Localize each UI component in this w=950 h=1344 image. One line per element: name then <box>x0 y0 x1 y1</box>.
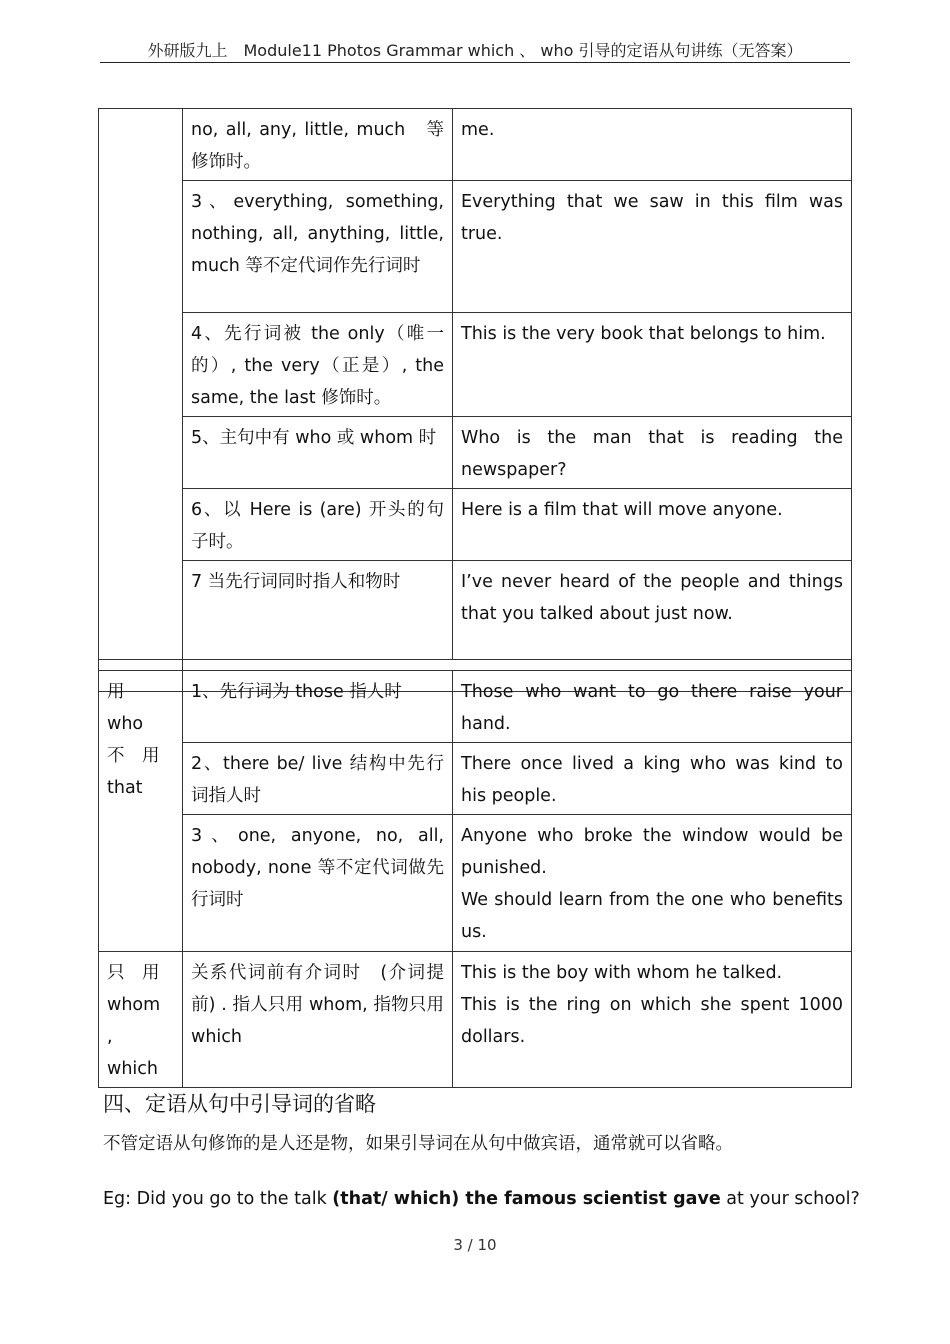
section-example <box>103 1189 860 1209</box>
group-label-whom-which <box>99 952 183 1088</box>
example-cell <box>453 952 852 1088</box>
page-number: 3 / 10 <box>453 1236 497 1254</box>
table-row <box>99 561 852 660</box>
example-cell <box>453 815 852 952</box>
table-row <box>99 313 852 417</box>
rule-cell: 3、everything, something, nothing, all, anything, little, much 等不定代词作先行词时 <box>183 181 453 313</box>
example-cell: I’ve never heard of the people and things that you talked about just now. <box>453 561 852 660</box>
table-row <box>99 952 852 1088</box>
example-line: This is the boy with whom he talked. <box>461 963 783 983</box>
example-line: Anyone who broke the window would be punished. <box>461 826 843 878</box>
rule-cell: 4、先行词被 the only（唯一的）, the very（正是）, the same, the last 修饰时。 <box>183 313 453 417</box>
rule-cell: 7 当先行词同时指人和物时 <box>183 561 453 660</box>
example-cell: Here is a film that will move anyone. <box>453 489 852 561</box>
rule-cell: 关系代词前有介词时 (介词提前) . 指人只用 whom, 指物只用 which <box>183 952 453 1088</box>
rule-cell: 1、先行词为 those 指人时 <box>183 671 453 743</box>
header-divider <box>100 62 850 63</box>
example-line: This is the ring on which she spent 1000 dollars. <box>461 995 843 1047</box>
group-label-who <box>99 671 183 952</box>
rules-table-that <box>98 108 852 692</box>
group-label-cell <box>99 109 183 660</box>
table-row <box>99 815 852 952</box>
table-row <box>99 671 852 743</box>
table-row <box>99 181 852 313</box>
example-cell: me. <box>453 109 852 181</box>
rules-table-who-whom <box>98 670 852 1088</box>
group-label-line: whom <box>107 995 161 1015</box>
rule-cell: 3、one, anyone, no, all, nobody, none 等不定代词做先行词时 <box>183 815 453 952</box>
group-label-line: 不 用 <box>107 746 160 766</box>
group-label-line: , <box>107 1027 113 1047</box>
rule-cell: 5、主句中有 who 或 whom 时 <box>183 417 453 489</box>
section-heading: 四、定语从句中引导词的省略 <box>103 1092 376 1116</box>
section-paragraph: 不管定语从句修饰的是人还是物，如果引导词在从句中做宾语，通常就可以省略。 <box>103 1134 733 1154</box>
group-label-line: which <box>107 1059 158 1079</box>
example-bold: (that/ which) the famous scientist gave <box>332 1189 721 1209</box>
example-cell: Those who want to go there raise your hand. <box>453 671 852 743</box>
group-label-line: that <box>107 778 143 798</box>
table-row <box>99 417 852 489</box>
table-row <box>99 743 852 815</box>
example-prefix: Eg: Did you go to the talk <box>103 1189 333 1209</box>
example-suffix: at your school? <box>720 1189 860 1209</box>
group-label-line: who <box>107 714 144 734</box>
example-cell: This is the very book that belongs to him. <box>453 313 852 417</box>
table-row <box>99 489 852 561</box>
page-header: 外研版九上 Module11 Photos Grammar which 、 who 引导的定语从句讲练（无答案） <box>147 41 803 60</box>
example-cell: Who is the man that is reading the newspaper? <box>453 417 852 489</box>
rule-cell: 6、以 Here is (are) 开头的句子时。 <box>183 489 453 561</box>
rule-cell: no, all, any, little, much 等修饰时。 <box>183 109 453 181</box>
group-label-line: 只 用 <box>107 963 160 983</box>
group-label-line: 用 <box>107 682 125 702</box>
table-row <box>99 109 852 181</box>
example-cell: There once lived a king who was kind to his people. <box>453 743 852 815</box>
rule-cell: 2、there be/ live 结构中先行词指人时 <box>183 743 453 815</box>
example-cell: Everything that we saw in this film was true. <box>453 181 852 313</box>
example-line: We should learn from the one who benefits us. <box>461 890 843 942</box>
